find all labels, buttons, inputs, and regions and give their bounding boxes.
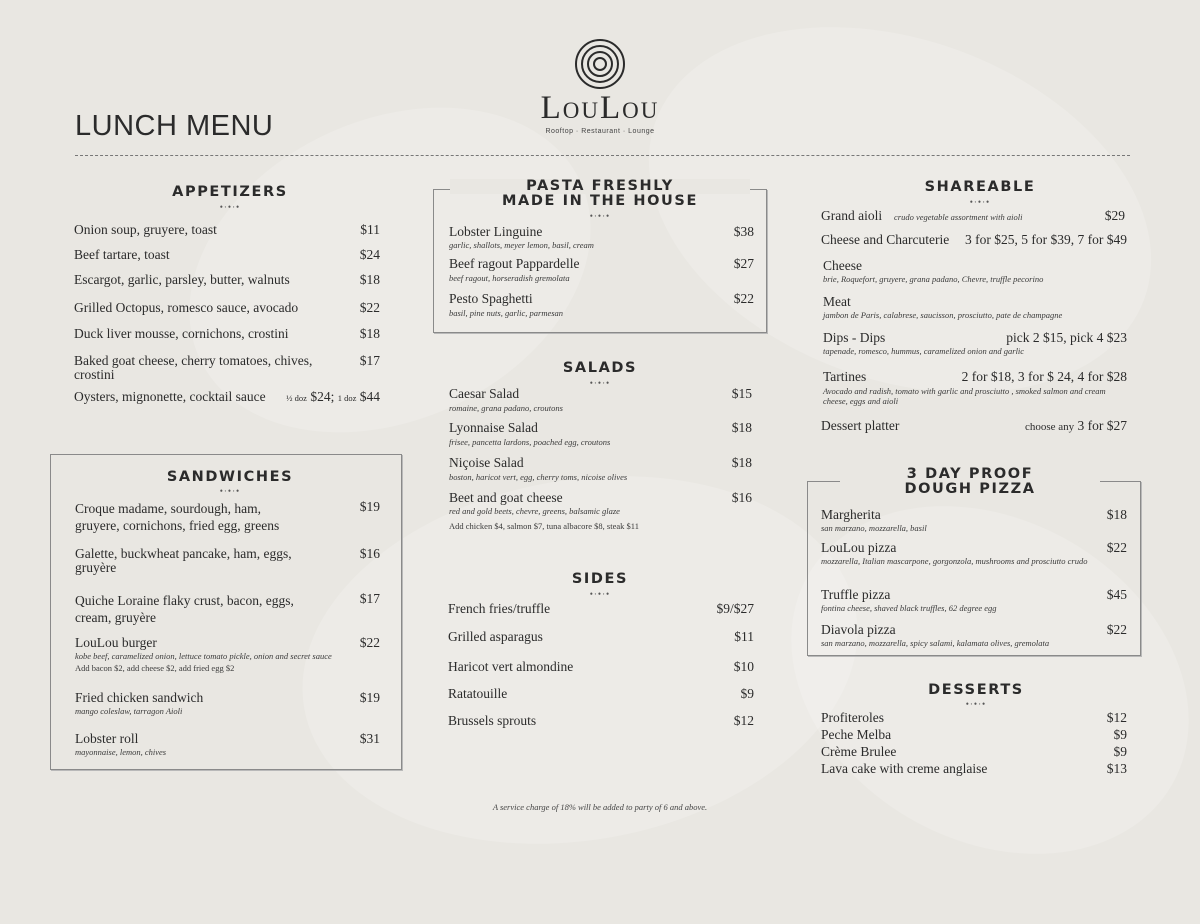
menu-item-name: Meat xyxy=(823,294,851,309)
menu-item-name: Niçoise Salad xyxy=(449,455,524,470)
dessert-platter-price xyxy=(1000,419,1127,434)
menu-item-name: Lobster roll xyxy=(75,731,139,746)
menu-item-price: $22 xyxy=(733,291,754,306)
ornament-icon: •·•·• xyxy=(589,589,611,599)
menu-item-description: mango coleslaw, tarragon Aioli xyxy=(75,706,183,716)
menu-item-price: $38 xyxy=(733,224,754,239)
menu-item-price: $12 xyxy=(733,713,754,728)
brand-name: LouLou xyxy=(540,90,660,126)
menu-item-name: Baked goat cheese, cherry tomatoes, chives, crostini xyxy=(74,353,313,382)
menu-item-name: Diavola pizza xyxy=(821,622,896,637)
menu-item-price: $13 xyxy=(1106,761,1127,776)
menu-item-price: $18 xyxy=(731,420,752,435)
menu-item-price: $16 xyxy=(731,490,752,505)
menu-item-price: $17 xyxy=(359,353,380,368)
menu-item-price: $22 xyxy=(359,300,380,315)
menu-item-description: red and gold beets, chevre, greens, balsamic glaze xyxy=(449,506,620,516)
menu-item-name: Ratatouille xyxy=(448,686,508,701)
menu-item-name: Caesar Salad xyxy=(449,386,520,401)
price-dozen: $44 xyxy=(359,389,380,404)
menu-item-addons: Add bacon $2, add cheese $2, add fried egg $2 xyxy=(75,663,235,673)
menu-item-name: Brussels sprouts xyxy=(448,713,537,728)
menu-item-name: Lava cake with creme anglaise xyxy=(821,761,988,776)
shareable-title: SHAREABLE xyxy=(924,179,1036,195)
menu-item-price: $22 xyxy=(1106,540,1127,555)
menu-item-price: $9 xyxy=(740,686,754,701)
menu-item-description: san marzano, mozzarella, spicy salami, kalamata olives, gremolata xyxy=(821,638,1050,648)
salads-title: SALADS xyxy=(562,360,638,376)
menu-item-description: frisee, pancetta lardons, poached egg, croutons xyxy=(449,437,611,447)
menu-item-price: $9/$27 xyxy=(716,601,754,616)
menu-item-name: Profiteroles xyxy=(821,710,884,725)
menu-item-name: Dessert platter xyxy=(821,418,900,433)
oyster-price-group xyxy=(276,390,380,405)
menu-item-description: san marzano, mozzarella, basil xyxy=(821,523,927,533)
menu-item-price: 2 for $18, 3 for $ 24, 4 for $28 xyxy=(961,369,1127,384)
menu-item-price: $15 xyxy=(731,386,752,401)
price-half-dozen-label: ½ doz xyxy=(286,393,307,403)
menu-item-price: $22 xyxy=(359,635,380,650)
menu-item-name: Duck liver mousse, cornichons, crostini xyxy=(74,326,289,341)
appetizers-title: APPETIZERS xyxy=(172,184,288,200)
menu-item-description: brie, Roquefort, gruyere, grana padano, Chevre, truffle pecorino xyxy=(823,274,1044,284)
menu-item-price: $9 xyxy=(1113,727,1127,742)
menu-item-name: Truffle pizza xyxy=(821,587,891,602)
menu-item-price: $10 xyxy=(733,659,754,674)
menu-item-price: $29 xyxy=(1104,208,1125,223)
menu-item-price: $24 xyxy=(359,247,380,262)
menu-item-price: $18 xyxy=(731,455,752,470)
ornament-icon: •·•·• xyxy=(589,211,611,221)
desserts-title: DESSERTS xyxy=(928,682,1024,698)
brand-tagline: Rooftop · Restaurant · Lounge xyxy=(545,128,655,135)
menu-item-name: Margherita xyxy=(821,507,881,522)
menu-item-name: Beef tartare, toast xyxy=(74,247,170,262)
menu-item-name: Haricot vert almondine xyxy=(448,659,574,674)
menu-item-description: mayonnaise, lemon, chives xyxy=(75,747,167,757)
menu-item-price: $11 xyxy=(734,629,754,644)
menu-item-price: pick 2 $15, pick 4 $23 xyxy=(1006,330,1127,345)
menu-item-name: Grilled asparagus xyxy=(448,629,543,644)
menu-item-name: Crème Brulee xyxy=(821,744,897,759)
menu-item-price: $17 xyxy=(359,591,380,606)
menu-item-price: $45 xyxy=(1106,587,1127,602)
pasta-title-line2: MADE IN THE HOUSE xyxy=(502,193,698,209)
menu-item-name: Cheese xyxy=(823,258,862,273)
ornament-icon: •·•·• xyxy=(589,378,611,388)
menu-item-name: French fries/truffle xyxy=(448,601,551,616)
pizza-title-line1: 3 DAY PROOF xyxy=(840,467,1100,482)
menu-item-name: Galette, buckwheat pancake, ham, eggs, gruyère xyxy=(75,546,292,575)
menu-item-name: Onion soup, gruyere, toast xyxy=(74,222,217,237)
header-divider xyxy=(75,155,1130,156)
salad-addons: Add chicken $4, salmon $7, tuna albacore $8, steak $11 xyxy=(449,521,639,531)
menu-item-price: $19 xyxy=(359,499,380,514)
pizza-title-line2: DOUGH PIZZA xyxy=(904,481,1036,497)
menu-item-description: garlic, shallots, meyer lemon, basil, cream xyxy=(449,240,594,250)
menu-item-description: fontina cheese, shaved black truffles, 62 degree egg xyxy=(821,603,997,613)
menu-item-name: Tartines xyxy=(823,369,867,384)
menu-item-description: romaine, grana padano, croutons xyxy=(449,403,563,413)
menu-item-price: $19 xyxy=(359,690,380,705)
menu-item-price: $12 xyxy=(1106,710,1127,725)
menu-item-name: Pesto Spaghetti xyxy=(449,291,533,306)
price-prefix: choose any xyxy=(1024,421,1075,433)
menu-item-name: Peche Melba xyxy=(821,727,892,742)
menu-item-name: Lobster Linguine xyxy=(449,224,543,239)
menu-item-description: boston, haricot vert, egg, cherry toms, nicoise olives xyxy=(449,472,628,482)
menu-item-name: Dips - Dips xyxy=(823,330,886,345)
ornament-icon: •·•·• xyxy=(219,202,241,212)
menu-item-name: Lyonnaise Salad xyxy=(449,420,538,435)
menu-item-name: Fried chicken sandwich xyxy=(75,690,204,705)
menu-item-name: Quiche Loraine flaky crust, bacon, eggs, cream, gruyère xyxy=(75,593,294,625)
menu-item-price: $16 xyxy=(359,546,380,561)
menu-item-price: $18 xyxy=(359,272,380,287)
menu-item-description: mozzarella, Italian mascarpone, gorgonzola, mushrooms and prosciutto crudo xyxy=(821,556,1088,566)
pasta-title-line1: PASTA FRESHLY xyxy=(450,179,750,194)
menu-item-name: Grand aioli xyxy=(821,208,883,223)
sides-title: SIDES xyxy=(571,571,629,587)
sandwiches-title: SANDWICHES xyxy=(166,469,294,485)
ornament-icon: •·•·• xyxy=(965,699,987,709)
ornament-icon: •·•·• xyxy=(969,197,991,207)
menu-item-name: Cheese and Charcuterie xyxy=(821,232,950,247)
service-charge-note: A service charge of 18% will be added to party of 6 and above. xyxy=(492,802,708,812)
menu-item-price: 3 for $25, 5 for $39, 7 for $49 xyxy=(965,232,1127,247)
spiral-logo-icon xyxy=(574,38,626,90)
menu-item-description: basil, pine nuts, garlic, parmesan xyxy=(449,308,564,318)
menu-item-name: Escargot, garlic, parsley, butter, walnuts xyxy=(74,272,290,287)
menu-item-description: crudo vegetable assortment with aioli xyxy=(894,212,1023,222)
menu-item-price: $27 xyxy=(733,256,754,271)
menu-item-name: Beef ragout Pappardelle xyxy=(449,256,580,271)
ornament-icon: •·•·• xyxy=(219,486,241,496)
menu-item-price: $22 xyxy=(1106,622,1127,637)
menu-item-price: $31 xyxy=(359,731,380,746)
menu-item-price: $9 xyxy=(1113,744,1127,759)
menu-item-description: Avocado and radish, tomato with garlic and prosciutto , smoked salmon and cream cheese, eggs and aioli xyxy=(823,386,1106,406)
menu-item-name: Grilled Octopus, romesco sauce, avocado xyxy=(74,300,299,315)
menu-item-name: LouLou pizza xyxy=(821,540,897,555)
menu-item-name: LouLou burger xyxy=(75,635,157,650)
menu-item-price: $18 xyxy=(359,326,380,341)
menu-item-name: Oysters, mignonette, cocktail sauce xyxy=(74,389,266,404)
menu-title: LUNCH MENU xyxy=(75,110,274,142)
menu-item-description: kobe beef, caramelized onion, lettuce tomato pickle, onion and secret sauce xyxy=(75,651,332,661)
menu-item-name: Beet and goat cheese xyxy=(449,490,563,505)
price-half-dozen: $24; xyxy=(310,389,335,404)
menu-item-name: Croque madame, sourdough, ham, gruyere, cornichons, fried egg, greens xyxy=(75,501,280,533)
menu-item-price: $11 xyxy=(360,222,380,237)
menu-item-description: beef ragout, horseradish gremolata xyxy=(449,273,570,283)
menu-item-description: tapenade, romesco, hummus, caramelized onion and garlic xyxy=(823,346,1025,356)
menu-item-description: jambon de Paris, calabrese, saucisson, prosciutto, pate de champagne xyxy=(823,310,1063,320)
price-value: 3 for $27 xyxy=(1077,418,1127,433)
price-dozen-label: 1 doz xyxy=(337,393,357,403)
menu-item-price: $18 xyxy=(1106,507,1127,522)
